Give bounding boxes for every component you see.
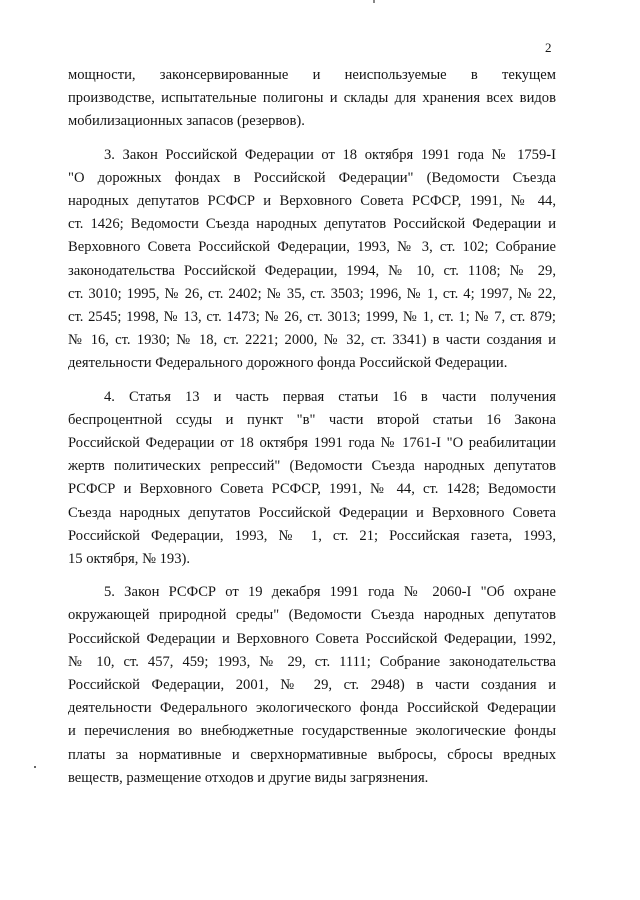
text-line: Съезда народных депутатов Российской Федерации и Верховного Совета [68, 504, 556, 521]
paragraph-item-5 [68, 581, 556, 790]
text-line: Российской Федерации, 2001, № 29, ст. 2948) в части создания и [68, 677, 556, 694]
text-line: беспроцентной ссуды и пункт "в" части второй статьи 16 Закона [68, 411, 556, 428]
page-number: 2 [545, 40, 552, 55]
text-line: Российской Федерации и Верховного Совета Российской Федерации, 1992, [68, 630, 556, 647]
text-line: жертв политических репрессий" (Ведомости Съезда народных депутатов [68, 458, 556, 475]
text-line: ст. 1426; Ведомости Съезда народных депутатов Российской Федерации и [68, 216, 556, 233]
text-line: 5. Закон РСФСР от 19 декабря 1991 года № 2060-I "Об охране [104, 584, 556, 601]
text-line: производстве, испытательные полигоны и склады для хранения всех видов [68, 90, 556, 107]
text-line: 15 октября, № 193). [68, 551, 191, 568]
text-line: № 16, ст. 1930; № 18, ст. 2221; 2000, № 32, ст. 3341) в части создания и [68, 332, 556, 349]
text-line: мощности, законсервированные и неиспользуемые в текущем [68, 67, 556, 83]
paragraph-continuation [68, 64, 556, 134]
paragraph-item-3 [68, 144, 556, 376]
document-body [68, 64, 556, 790]
text-line: деятельности Федерального экологического фонда Российской Федерации [68, 700, 556, 717]
text-line: мобилизационных запасов (резервов). [68, 113, 305, 130]
scan-artifact-side [34, 766, 36, 768]
text-line: и перечисления во внебюджетные государственные экологические фонды [68, 723, 556, 740]
paragraph-item-4 [68, 386, 556, 572]
text-line: ст. 2545; 1998, № 13, ст. 1473; № 26, ст. 3013; 1999, № 1, ст. 1; № 7, ст. 879; [68, 309, 556, 326]
text-line: веществ, размещение отходов и другие виды загрязнения. [68, 769, 429, 786]
text-line: 4. Статья 13 и часть первая статьи 16 в части получения [104, 388, 556, 405]
text-line: РСФСР и Верховного Совета РСФСР, 1991, № 44, ст. 1428; Ведомости [68, 481, 556, 498]
text-line: № 10, ст. 457, 459; 1993, № 29, ст. 1111; Собрание законодательства [68, 653, 556, 670]
text-line: народных депутатов РСФСР и Верховного Совета РСФСР, 1991, № 44, [68, 193, 556, 210]
text-line: окружающей природной среды" (Ведомости Съезда народных депутатов [68, 607, 556, 624]
text-line: ст. 3010; 1995, № 26, ст. 2402; № 35, ст. 3503; 1996, № 1, ст. 4; 1997, № 22, [68, 285, 556, 302]
text-line: законодательства Российской Федерации, 1994, № 10, ст. 1108; № 29, [68, 262, 556, 279]
text-line: Верховного Совета Российской Федерации, 1993, № 3, ст. 102; Собрание [68, 239, 556, 256]
text-line: "О дорожных фондах в Российской Федерации" (Ведомости Съезда [68, 169, 556, 186]
text-line: 3. Закон Российской Федерации от 18 октября 1991 года № 1759-I [104, 146, 556, 163]
text-line: Российской Федерации, 1993, № 1, ст. 21; Российская газета, 1993, [68, 527, 556, 544]
scan-artifact-top [373, 0, 375, 3]
text-line: деятельности Федерального дорожного фонда Российской Федерации. [68, 355, 508, 372]
text-line: платы за нормативные и сверхнормативные выбросы, сбросы вредных [68, 746, 556, 763]
text-line: Российской Федерации от 18 октября 1991 года № 1761-I "О реабилитации [68, 435, 556, 452]
